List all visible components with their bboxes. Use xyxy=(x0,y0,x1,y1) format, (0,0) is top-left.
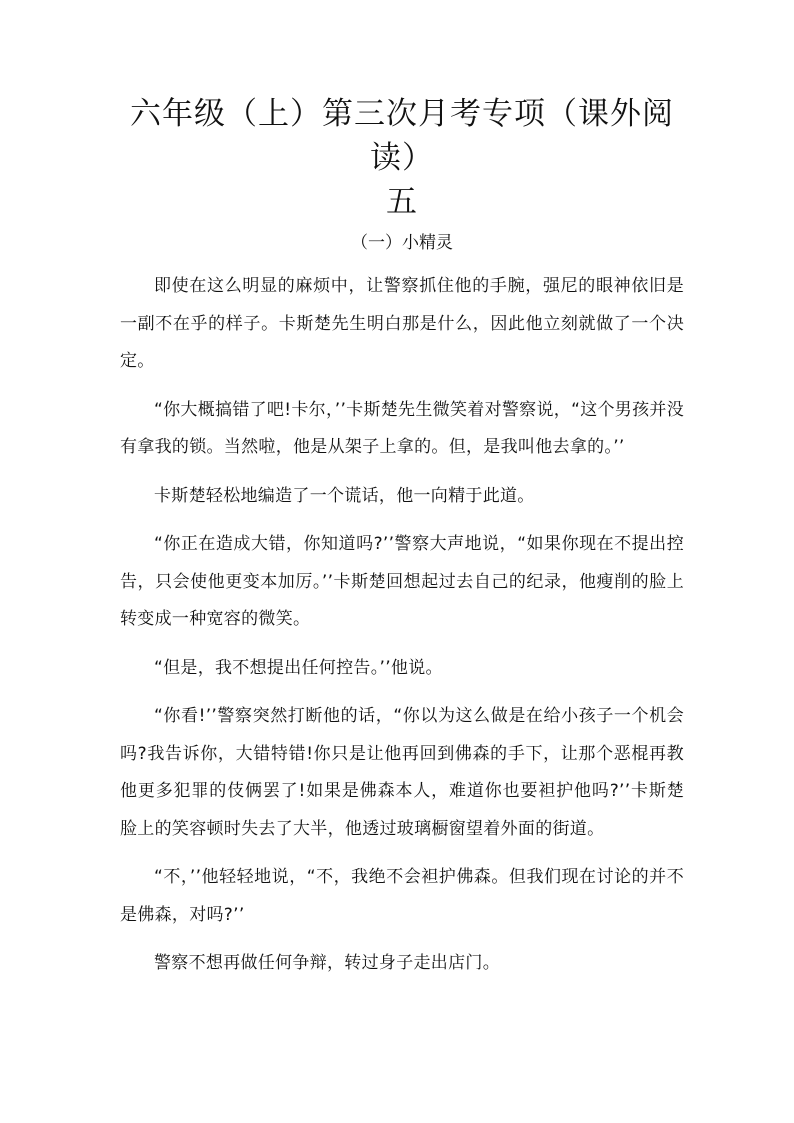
paragraph-8: 警察不想再做任何争辩，转过身子走出店门。 xyxy=(154,953,500,973)
paragraph-3: 卡斯楚轻松地编造了一个谎话，他一向精于此道。 xyxy=(154,485,535,506)
title-line-1: 六年级（上）第三次月考专项（课外阅读） xyxy=(130,96,674,176)
paragraph-5: “但是，我不想提出任何控告。’’他说。 xyxy=(154,657,443,678)
title-line-2: 五 xyxy=(386,184,418,220)
document-title xyxy=(120,92,684,224)
paragraph-2: “你大概搞错了吧!卡尔，’’卡斯楚先生微笑着对警察说，“这个男孩并没有拿我的锁。当然啦，他是从架子上拿的。但，是我叫他去拿的。’’ xyxy=(120,399,684,457)
paragraph-1: 即使在这么明显的麻烦中，让警察抓住他的手腕，强尼的眼神依旧是一副不在乎的样子。卡斯楚先生明白那是什么，因此他立刻就做了一个决定。 xyxy=(120,276,684,371)
paragraph-6: “你看!’’警察突然打断他的话，“你以为这么做是在给小孩子一个机会吗?我告诉你，大错特错!你只是让他再回到佛森的手下，让那个恶棍再教他更多犯罪的伎俩罢了!如果是佛森本人，难道你也要袒护他吗?’’卡斯楚脸上的笑容顿时失去了大半，他透过玻璃橱窗望着外面的街道。 xyxy=(120,706,684,839)
paragraph-7: “不，’’他轻轻地说，“不，我绝不会袒护佛森。但我们现在讨论的并不是佛森，对吗?’’ xyxy=(120,867,684,925)
paragraph-4: “你正在造成大错，你知道吗?’’警察大声地说，“如果你现在不提出控告，只会使他更变本加厉。’’卡斯楚回想起过去自己的纪录，他瘦削的脸上转变成一种宽容的微笑。 xyxy=(120,534,684,629)
section-title: （一）小精灵 xyxy=(351,233,453,253)
